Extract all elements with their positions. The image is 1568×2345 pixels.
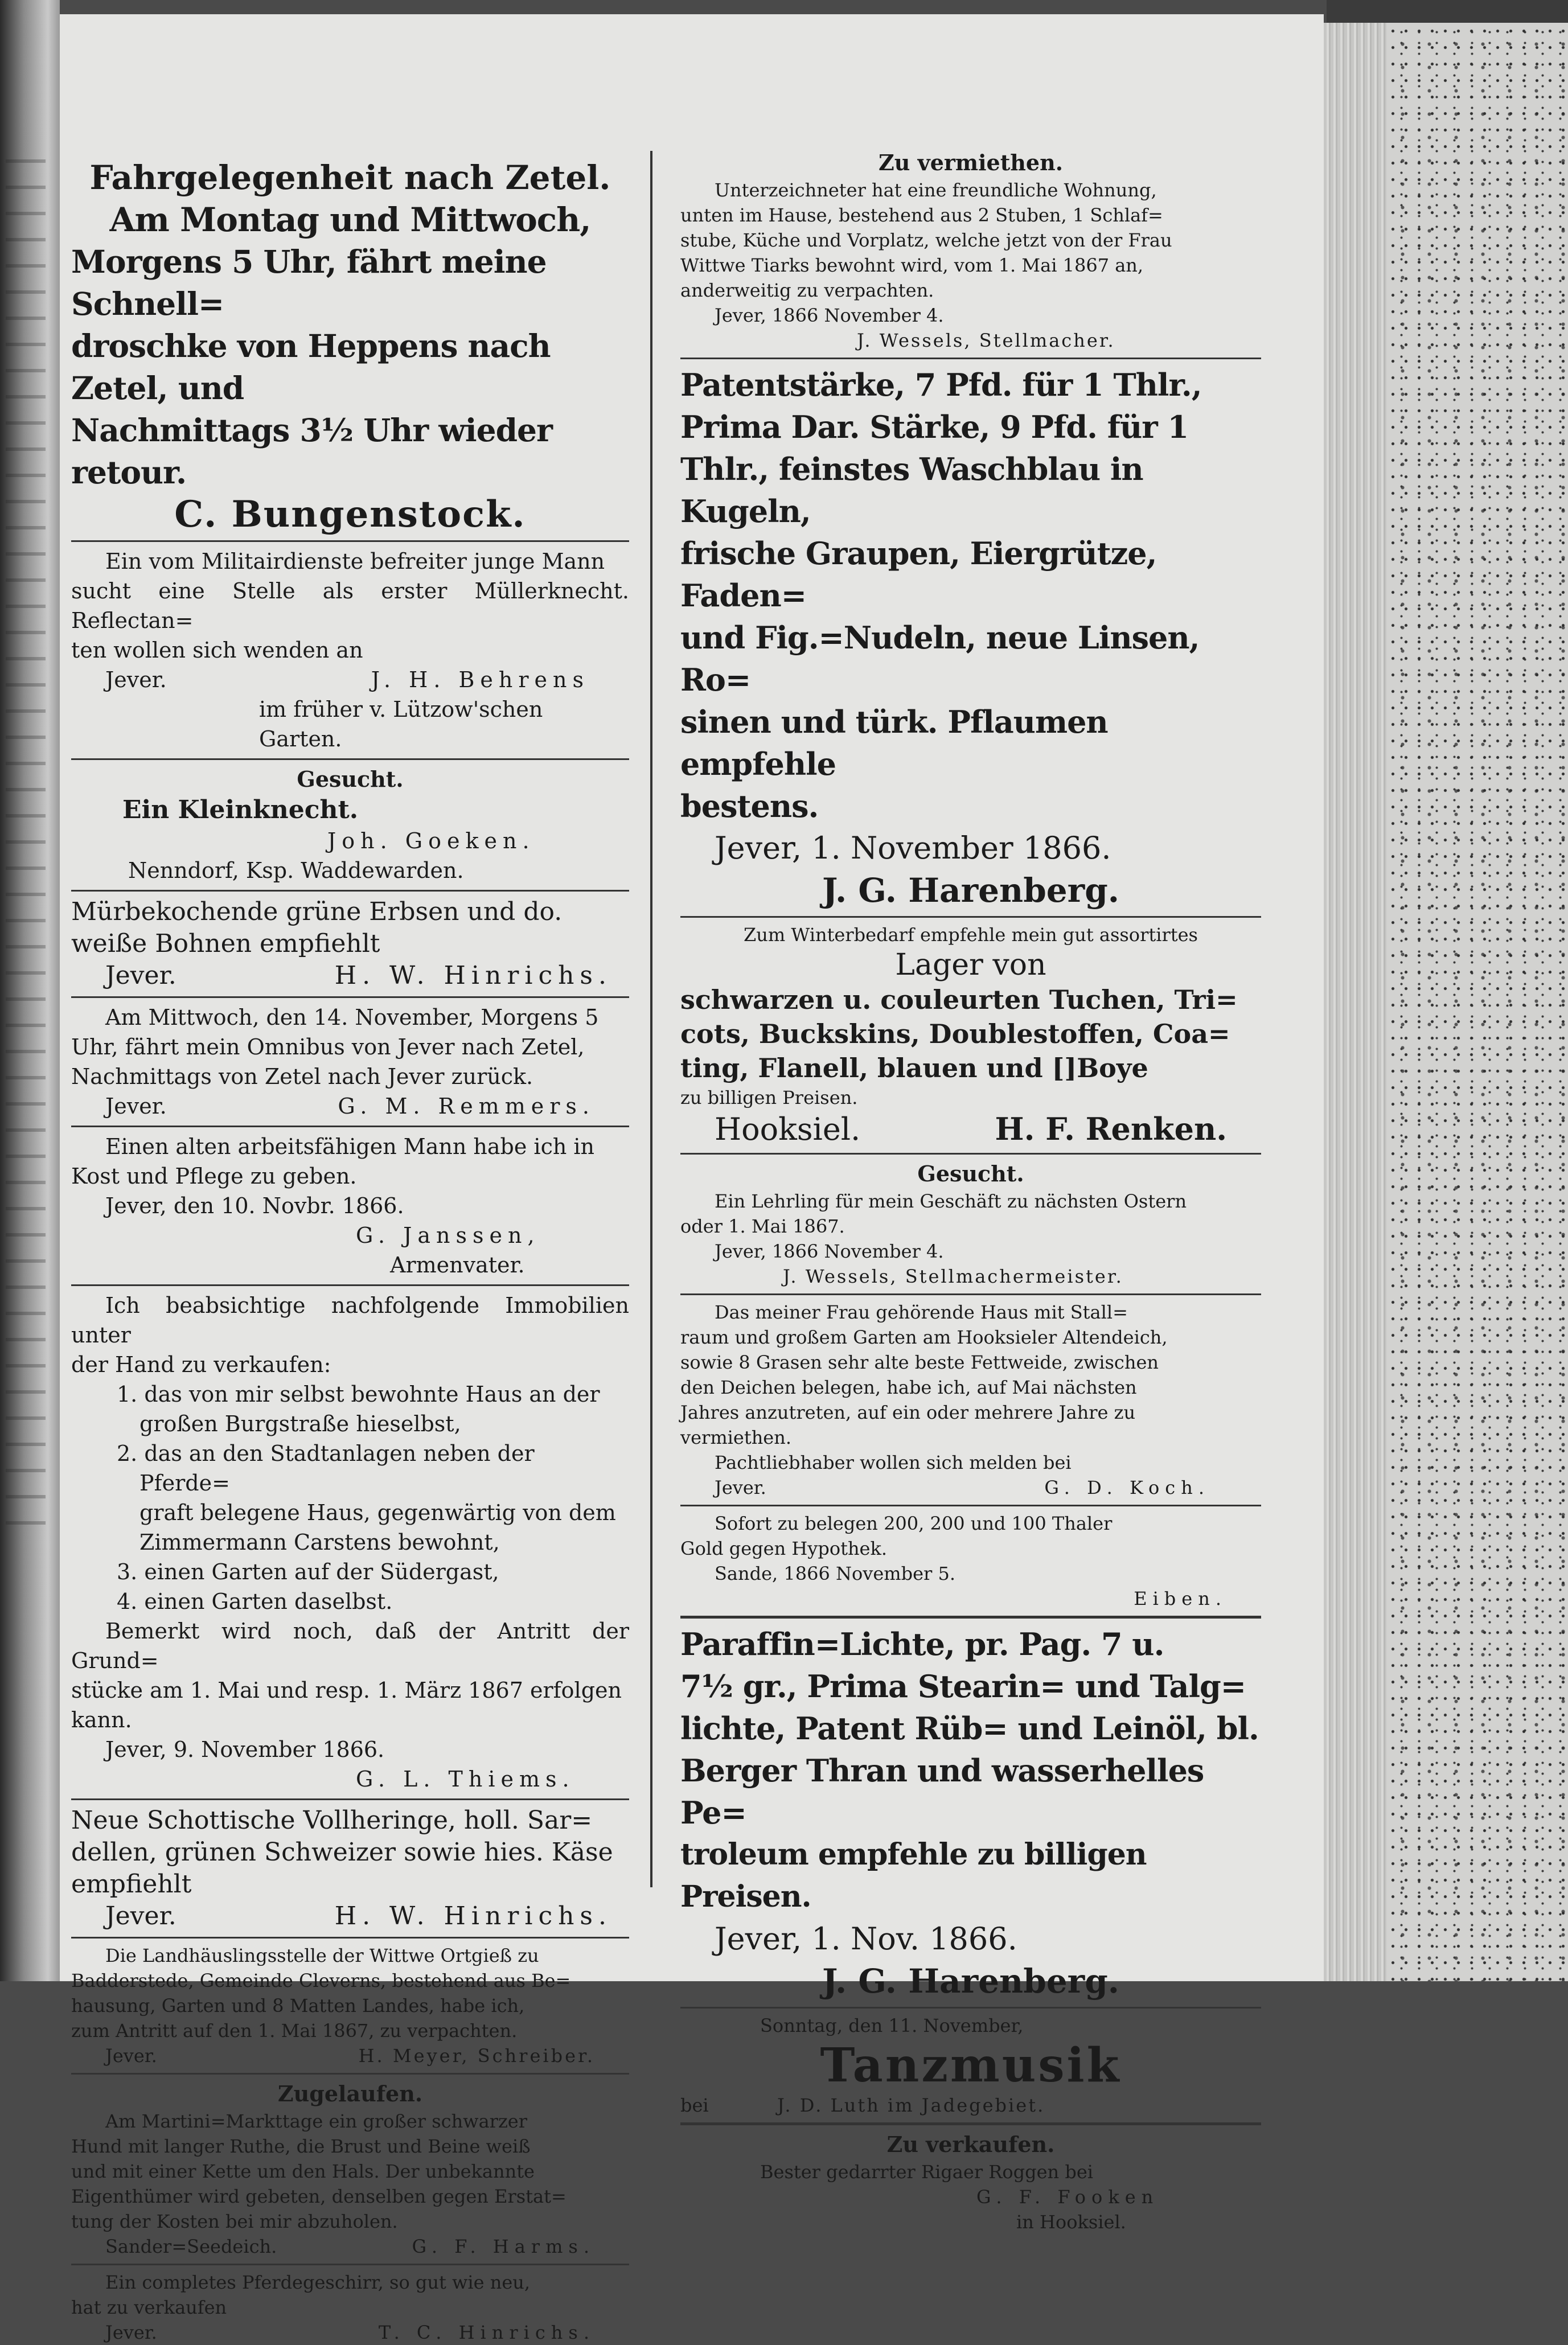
- ad-title: Armenvater.: [390, 1252, 525, 1278]
- ad-eiben: [680, 1511, 1261, 1611]
- ad-thiems: [71, 1291, 629, 1794]
- ad-name: G. F. Fooken: [976, 2186, 1159, 2208]
- ad-date: Jever, 1. November 1866.: [715, 830, 1111, 866]
- ad-line: Uhr, fährt mein Omnibus von Jever nach Zetel,: [71, 1034, 585, 1059]
- left-page-text-shadow: [6, 159, 46, 1526]
- ad-line: Patentstärke, 7 Pfd. für 1 Thlr.,: [680, 367, 1202, 403]
- list-item-cont: großen Burgstraße hieselbst,: [139, 1411, 461, 1436]
- ad-line: Bester gedarrter Rigaer Roggen bei: [760, 2161, 1093, 2183]
- ad-line: frische Graupen, Eiergrütze, Faden=: [680, 535, 1157, 614]
- ad-name: J. H. Behrens: [371, 667, 589, 692]
- ad-title: Fahrgelegenheit nach Zetel.: [89, 158, 611, 197]
- ad-line: Das meiner Frau gehörende Haus mit Stall=: [715, 1301, 1128, 1323]
- ad-place: Jever.: [105, 1902, 176, 1931]
- ad-line: schwarzen u. couleurten Tuchen, Tri=: [680, 984, 1238, 1015]
- ad-date: Jever, 1866 November 4.: [715, 1241, 944, 1262]
- ad-bungenstock: [71, 157, 629, 536]
- ad-line: Pachtliebhaber wollen sich melden bei: [715, 1452, 1072, 1473]
- book-page-edges: [1324, 23, 1386, 1981]
- column-divider: [650, 151, 652, 1887]
- ad-line: Am Martini=Markttage ein großer schwarzer: [105, 2110, 528, 2132]
- ad-date: Jever, 9. November 1866.: [105, 1737, 385, 1762]
- right-column: [680, 148, 1261, 2235]
- ad-wessels-vermiethen: [680, 148, 1261, 353]
- ad-name: G. M. Remmers.: [338, 1094, 595, 1119]
- ad-line: Wittwe Tiarks bewohnt wird, vom 1. Mai 1867 an,: [680, 254, 1144, 276]
- list-item-cont: Zimmermann Carstens bewohnt,: [139, 1530, 500, 1555]
- ad-place: Hooksiel.: [715, 1111, 861, 1147]
- ad-headline: Tanzmusik: [820, 2038, 1122, 2093]
- ad-line: Mürbekochende grüne Erbsen und do.: [71, 897, 563, 926]
- ad-separator: [680, 1153, 1261, 1155]
- ad-name: J. Wessels, Stellmacher.: [857, 330, 1115, 351]
- ad-line: Neue Schottische Vollheringe, holl. Sar=: [71, 1806, 593, 1835]
- ad-line: anderweitig zu verpachten.: [680, 280, 934, 301]
- ad-line: lichte, Patent Rüb= und Leinöl, bl.: [680, 1710, 1259, 1747]
- ad-signature: J. G. Harenberg.: [822, 1962, 1119, 2001]
- ad-hinrichs-geschirr: [71, 2270, 629, 2345]
- ad-line: zum Antritt auf den 1. Mai 1867, zu verpachten.: [71, 2020, 518, 2042]
- ad-behrens: [71, 547, 629, 754]
- book-top-shadow: [1327, 0, 1568, 23]
- ad-name: J. D. Luth im Jadegebiet.: [777, 2095, 1045, 2116]
- ad-renken: [680, 922, 1261, 1148]
- ad-separator: [680, 358, 1261, 359]
- ad-line: Am Mittwoch, den 14. November, Morgens 5: [105, 1005, 599, 1030]
- ad-line: raum und großem Garten am Hooksieler Altendeich,: [680, 1326, 1168, 1348]
- ad-place: Sander=Seedeich.: [105, 2236, 277, 2257]
- ad-fooken: [680, 2130, 1261, 2235]
- ad-line: ten wollen sich wenden an: [71, 638, 363, 663]
- ad-separator: [680, 916, 1261, 918]
- ad-line: Prima Dar. Stärke, 9 Pfd. für 1: [680, 409, 1189, 445]
- list-item: 1. das von mir selbst bewohnte Haus an der: [117, 1382, 600, 1407]
- ad-heading: Zu vermiethen.: [879, 150, 1063, 175]
- ad-wessels-lehrling: [680, 1159, 1261, 1289]
- ad-line: Berger Thran und wasserhelles Pe=: [680, 1752, 1204, 1831]
- ad-separator: [71, 890, 629, 892]
- ad-line: Unterzeichneter hat eine freundliche Wohnung,: [715, 179, 1157, 201]
- ad-line: Einen alten arbeitsfähigen Mann habe ich in: [105, 1134, 595, 1159]
- ad-name: H. Meyer, Schreiber.: [358, 2045, 595, 2067]
- speckled-book-edge: [1386, 23, 1568, 1981]
- ad-name: H. W. Hinrichs.: [334, 961, 612, 990]
- ad-line: cots, Buckskins, Doublestoffen, Coa=: [680, 1019, 1230, 1049]
- ad-line: der Hand zu verkaufen:: [71, 1352, 331, 1377]
- ad-line: hat zu verkaufen: [71, 2297, 227, 2318]
- ad-line: bestens.: [680, 788, 819, 824]
- ad-harms: [71, 2079, 629, 2259]
- ad-line: bei: [680, 2095, 709, 2116]
- ad-luth: [680, 2013, 1261, 2118]
- ad-line: sowie 8 Grasen sehr alte beste Fettweide, zwischen: [680, 1352, 1159, 1373]
- ad-line: Sonntag, den 11. November,: [760, 2015, 1024, 2036]
- ad-name: G. D. Koch.: [1044, 1477, 1210, 1498]
- list-item: 3. einen Garten auf der Südergast,: [117, 1559, 499, 1584]
- ad-line: Paraffin=Lichte, pr. Pag. 7 u.: [680, 1626, 1164, 1662]
- list-item-cont: graft belegene Haus, gegenwärtig von dem: [139, 1500, 616, 1525]
- ad-line: Badderstede, Gemeinde Cleverns, bestehend aus Be=: [71, 1970, 571, 1991]
- ad-heading: Gesucht.: [297, 766, 404, 792]
- ad-line: tung der Kosten bei mir abzuholen.: [71, 2211, 398, 2232]
- ad-meyer: [71, 1943, 629, 2068]
- ad-line: weiße Bohnen empfiehlt: [71, 929, 380, 958]
- ad-separator: [71, 758, 629, 760]
- ad-hinrichs-heringe: [71, 1805, 629, 1932]
- list-item: 2. das an den Stadtanlagen neben der Pferde=: [117, 1441, 535, 1496]
- ad-place: Jever.: [715, 1477, 766, 1498]
- ad-line: Kost und Pflege zu geben.: [71, 1164, 357, 1189]
- ad-line: zu billigen Preisen.: [680, 1087, 858, 1108]
- ad-line: sucht eine Stelle als erster Müllerknecht. Reflectan=: [71, 578, 629, 633]
- ad-name: G. Janssen,: [356, 1223, 540, 1248]
- ad-line: Sofort zu belegen 200, 200 und 100 Thaler: [715, 1513, 1113, 1534]
- left-column: [71, 157, 629, 2345]
- ad-line: unten im Hause, bestehend aus 2 Stuben, 1 Schlaf=: [680, 204, 1163, 226]
- ad-heading: Gesucht.: [917, 1161, 1024, 1186]
- ad-line: Morgens 5 Uhr, fährt meine Schnell=: [71, 243, 547, 322]
- ad-name: T. C. Hinrichs.: [378, 2322, 595, 2343]
- left-page-edge: [0, 0, 60, 1981]
- ad-name: H. W. Hinrichs.: [334, 1902, 612, 1931]
- ad-separator: [71, 540, 629, 542]
- ad-separator: [71, 2073, 629, 2075]
- ad-line: und Fig.=Nudeln, neue Linsen, Ro=: [680, 619, 1200, 698]
- ad-separator: [680, 2007, 1261, 2009]
- ad-line: kann.: [71, 1707, 132, 1732]
- ad-line: Die Landhäuslingsstelle der Wittwe Ortgieß zu: [105, 1945, 539, 1966]
- ad-name: J. Wessels, Stellmachermeister.: [783, 1266, 1123, 1287]
- ad-name: Eiben.: [1134, 1588, 1227, 1609]
- ad-line: troleum empfehle zu billigen Preisen.: [680, 1837, 1147, 1914]
- ad-name: G. L. Thiems.: [356, 1767, 575, 1792]
- ad-date: Sande, 1866 November 5.: [715, 1563, 956, 1584]
- ad-signature: J. G. Harenberg.: [822, 871, 1119, 910]
- ad-line: Nachmittags 3½ Uhr wieder retour.: [71, 412, 553, 491]
- ad-heading: Zugelaufen.: [277, 2081, 423, 2106]
- ad-place: Jever.: [105, 2045, 157, 2067]
- ad-separator: [680, 1616, 1261, 1619]
- ad-place: in Hooksiel.: [1016, 2211, 1126, 2233]
- ad-line: Hund mit langer Ruthe, die Brust und Beine weiß: [71, 2135, 531, 2157]
- ad-separator: [71, 1126, 629, 1127]
- ad-signature: H. F. Renken.: [995, 1111, 1227, 1147]
- ad-line: empfiehlt: [71, 1870, 192, 1899]
- ad-hinrichs-erbsen: [71, 896, 629, 992]
- ad-separator: [680, 1293, 1261, 1295]
- ad-separator: [71, 1798, 629, 1800]
- ad-line: droschke von Heppens nach Zetel, und: [71, 327, 551, 406]
- ad-line: Ein Lehrling für mein Geschäft zu nächsten Ostern: [715, 1190, 1187, 1212]
- ad-line: stücke am 1. Mai und resp. 1. März 1867 erfolgen: [71, 1678, 622, 1703]
- ad-line: Nachmittags von Zetel nach Jever zurück.: [71, 1064, 533, 1089]
- ad-line: Ein completes Pferdegeschirr, so gut wie neu,: [105, 2272, 531, 2293]
- ad-line: Ein Kleinknecht.: [122, 795, 359, 824]
- ad-line: sinen und türk. Pflaumen empfehle: [680, 704, 1108, 782]
- ad-line: Am Montag und Mittwoch,: [109, 200, 591, 239]
- ad-remmers: [71, 1003, 629, 1121]
- ad-line: 7½ gr., Prima Stearin= und Talg=: [680, 1668, 1246, 1705]
- ad-separator: [71, 996, 629, 998]
- ad-address: im früher v. Lützow'schen Garten.: [259, 697, 543, 751]
- ad-line: Lager von: [895, 948, 1046, 982]
- ad-line: hausung, Garten und 8 Matten Landes, habe ich,: [71, 1995, 525, 2017]
- ad-line: Ich beabsichtige nachfolgende Immobilien unter: [71, 1293, 629, 1348]
- ad-signature: C. Bungenstock.: [174, 493, 526, 536]
- ad-goeken: [71, 765, 629, 885]
- ad-name: Joh. Goeken.: [327, 828, 535, 853]
- ad-line: Ein vom Militairdienste befreiter junge Mann: [105, 549, 605, 574]
- ad-line: ting, Flanell, blauen und []Boye: [680, 1053, 1148, 1083]
- ad-harenberg-lichte: [680, 1623, 1261, 2002]
- ad-line: Gold gegen Hypothek.: [680, 1538, 888, 1559]
- ad-place: Jever.: [105, 667, 167, 692]
- ad-date: Jever, 1866 November 4.: [715, 305, 944, 326]
- ad-janssen: [71, 1132, 629, 1280]
- ad-harenberg-staerke: [680, 364, 1261, 911]
- ad-line: oder 1. Mai 1867.: [680, 1215, 845, 1237]
- ad-line: Thlr., feinstes Waschblau in Kugeln,: [680, 451, 1143, 529]
- ad-line: dellen, grünen Schweizer sowie hies. Käse: [71, 1838, 613, 1867]
- ad-line: vermiethen.: [680, 1427, 792, 1448]
- ad-separator: [680, 1505, 1261, 1506]
- ad-line: Eigenthümer wird gebeten, denselben gegen Erstat=: [71, 2186, 567, 2207]
- ad-date: Jever, 1. Nov. 1866.: [715, 1921, 1017, 1957]
- property-list: [71, 1379, 629, 1616]
- ad-name: G. F. Harms.: [412, 2236, 595, 2257]
- ad-koch: [680, 1300, 1261, 1500]
- ad-separator: [680, 2122, 1261, 2125]
- ad-place: Jever.: [105, 961, 176, 990]
- ad-line: Zum Winterbedarf empfehle mein gut assortirtes: [744, 924, 1198, 946]
- ad-line: Jahres anzutreten, auf ein oder mehrere Jahre zu: [680, 1402, 1136, 1423]
- ad-separator: [71, 1284, 629, 1286]
- ad-heading: Zu verkaufen.: [886, 2132, 1055, 2157]
- ad-place: Jever.: [105, 1094, 167, 1119]
- ad-line: und mit einer Kette um den Hals. Der unbekannte: [71, 2161, 535, 2182]
- ad-place: Jever.: [105, 2322, 157, 2343]
- ad-separator: [71, 2264, 629, 2265]
- ad-date: Jever, den 10. Novbr. 1866.: [105, 1193, 404, 1218]
- ad-line: Bemerkt wird noch, daß der Antritt der Grund=: [71, 1619, 629, 1673]
- ad-line: stube, Küche und Vorplatz, welche jetzt von der Frau: [680, 229, 1172, 251]
- list-item: 4. einen Garten daselbst.: [117, 1589, 393, 1614]
- ad-separator: [71, 1937, 629, 1939]
- ad-place: Nenndorf, Ksp. Waddewarden.: [128, 858, 464, 883]
- ad-line: den Deichen belegen, habe ich, auf Mai nächsten: [680, 1377, 1137, 1398]
